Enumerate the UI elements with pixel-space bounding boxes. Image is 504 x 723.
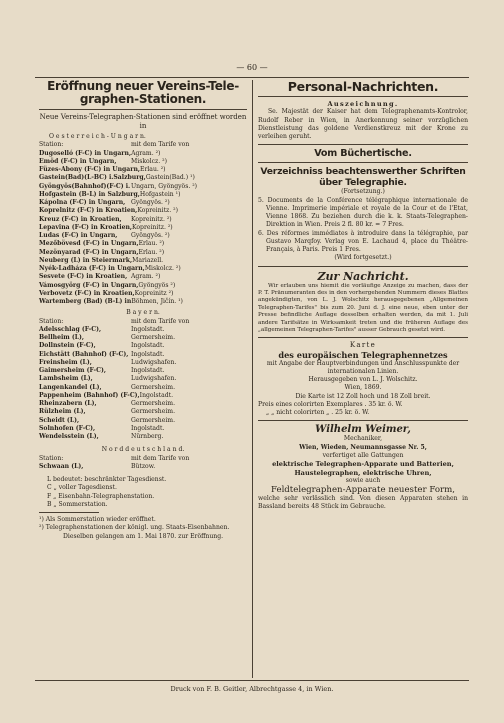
tariff-station: Böhmen, Jičín. ¹) <box>131 298 183 306</box>
austria-station-row <box>39 207 247 215</box>
tariff-station: Germersheim. <box>131 408 176 416</box>
tariff-station: Gastein(Bad.) ¹) <box>145 174 195 182</box>
station-name: Verbovetz (F-C) in Kroatien, <box>39 289 135 297</box>
station-name: Freinsheim (L), <box>39 358 92 366</box>
austria-station-row <box>39 191 247 199</box>
station-label: Station: <box>39 141 64 149</box>
footnotes <box>39 516 247 541</box>
station-label: Station: <box>39 454 64 462</box>
legend-item: B „ Sommerstation. <box>47 500 108 508</box>
station-name: Gastein(Bad)(L-BC) i.Salzburg, <box>39 174 146 182</box>
region-north: N o r d d e u t s c h l a n d. <box>101 446 185 454</box>
bavaria-station-row <box>39 408 247 416</box>
tariff-station: Hofgastein ¹) <box>139 190 181 198</box>
station-name: Lepavina (F-C) in Kroatien, <box>39 223 132 231</box>
austria-station-row <box>39 183 247 191</box>
ad-also: sowie auch <box>345 476 381 484</box>
tariff-station: Ingolstadt. <box>131 367 165 375</box>
bavaria-station-row <box>39 342 247 350</box>
tariff-station: Gyöngyös. ²) <box>131 232 170 240</box>
station-name: Ludas (F-C) in Ungarn, <box>39 232 118 240</box>
tariff-station: Agram. ²) <box>131 149 161 157</box>
legend-item: C „ voller Tagesdienst. <box>47 484 117 492</box>
list-heading: Verzeichniss beachtenswerther Schriften über Telegraphie. <box>260 166 466 189</box>
legend-item: L bedeutet: beschränkter Tagesdienst. <box>47 476 167 484</box>
legend <box>39 476 247 509</box>
tariff-station: Miskolcz. ²) <box>144 265 181 273</box>
award-text: Se. Majestät der Kaiser hat dem Telegraphenamts-Kontrolor, Rudolf Reber in Wien, in Anerkennung seiner vorzüglichen Dienstleistung das goldene Verdienstkreuz mit der Krone zu verleihen geruht. <box>258 108 468 140</box>
ad-text: welche sehr verlässlich sind. Von diesen Apparaten stehen in Bassland bereits 48 Stück im Gebrauche. <box>258 495 468 511</box>
tariff-station: Germersheim. <box>131 383 176 391</box>
austria-station-row <box>39 282 247 290</box>
station-name: Scheidt (L), <box>39 416 80 424</box>
station-name: Dugoselló (F-C) in Ungarn, <box>39 149 132 157</box>
station-name: Solnhofen (F-C), <box>39 424 96 432</box>
book-item: 5. Documents de la Conférence télégraphique internationale de Vienne. Imprimerie impériale et royale de la Cour et de l'Etat, Vienne 1868. Zu beziehen durch die k. k. Staats-Telegraphen-Direktion in Wien. Preis 2 fl. 80 kr. = 7 Fres. <box>258 196 468 229</box>
austria-station-row <box>39 265 247 273</box>
top-rule <box>35 77 469 78</box>
tariff-label: mit dem Tarife von <box>131 317 190 325</box>
north-station-row <box>39 463 247 471</box>
station-name: Rheinzabern (L), <box>39 400 97 408</box>
continued-note: (Wird fortgesetzt.) <box>334 254 392 262</box>
tariff-station: Erlau. ²) <box>138 240 165 248</box>
station-name: Hofgastein (B-L) in Salzburg, <box>39 190 140 198</box>
austria-station-row <box>39 216 247 224</box>
bottom-rule <box>35 680 469 681</box>
legend-item: F „ Eisenbahn-Telegraphenstation. <box>47 492 155 500</box>
bavaria-station-row <box>39 425 247 433</box>
right-heading: Personal-Nachrichten. <box>287 79 439 94</box>
austria-station-row <box>39 298 247 306</box>
station-name: Adelsschlag (F-C), <box>39 325 102 333</box>
bavaria-station-row <box>39 367 247 375</box>
station-name: Lambsheim (L), <box>39 375 93 383</box>
station-name: Kreuz (F-C) in Kroatien, <box>39 215 122 223</box>
station-name: Mezönyarad (F-C) in Ungarn, <box>39 248 139 256</box>
tariff-station: Germersheim. <box>131 416 176 424</box>
divider <box>258 337 468 338</box>
tariff-station: Mariazell. <box>132 256 164 264</box>
ad-field-telegraphs: Feldtelegraphen-Apparate neuester Form, <box>270 485 455 496</box>
tariff-station: Germersheim. <box>131 400 176 408</box>
tariff-label: mit dem Tarife von <box>131 454 190 462</box>
divider <box>39 109 247 110</box>
austria-station-row <box>39 257 247 265</box>
station-name: Wendelsstein (L), <box>39 433 99 441</box>
ad-products: elektrische Telegraphen-Apparate und Batterien, Haustelegraphen, elektrische Uhren, <box>272 460 454 477</box>
austria-station-row <box>39 273 247 281</box>
austria-station-row <box>39 174 247 182</box>
bavaria-station-row <box>39 417 247 425</box>
map-editor: Herausgegeben von L. J. Wolschitz. <box>308 376 418 384</box>
book-item: 6. Des réformes immédiates à introduire dans la télégraphie, par Gustavo Marqfoy. Verlag von E. Lachaud 4, place du Théâtre-Français, à Paris. Preis 1 Fres. <box>258 229 468 253</box>
continuation-note: (Fortsetzung.) <box>341 188 385 196</box>
austria-station-row <box>39 240 247 248</box>
station-name: Emöd (F-C) in Ungarn, <box>39 157 117 165</box>
bavaria-station-row <box>39 359 247 367</box>
divider <box>39 512 99 513</box>
map-size: Die Karte ist 12 Zoll hoch und 18 Zoll breit. <box>295 392 431 400</box>
tariff-station: Kopreinitz. ²) <box>137 207 178 215</box>
station-label: Station: <box>39 317 64 325</box>
austria-station-row <box>39 158 247 166</box>
right-column <box>258 80 468 512</box>
bavaria-station-row <box>39 326 247 334</box>
column-labels <box>39 455 247 463</box>
bavaria-station-row <box>39 384 247 392</box>
station-name: Rülzheim (L), <box>39 408 86 416</box>
tariff-station: Ungarn, Gyöngyös. ²) <box>131 182 198 190</box>
tariff-station: Kopreinitz. ²) <box>132 223 173 231</box>
left-heading: Eröffnung neuer Vereins-Tele-graphen-Stationen. <box>47 79 239 106</box>
austria-station-row <box>39 249 247 257</box>
footnote: Dieselben gelangen am 1. Mai 1870. zur Eröffnung. <box>63 532 224 540</box>
tariff-station: Ingolstadt. <box>131 342 165 350</box>
left-column <box>39 80 247 541</box>
station-name: Koprelnitz (F-C) in Kroatien, <box>39 207 138 215</box>
book-heading: Vom Büchertische. <box>314 148 412 160</box>
austria-station-row <box>39 290 247 298</box>
tariff-station: Bützow. <box>131 462 156 470</box>
station-name: Füzes-Abony (F-C) in Ungarn, <box>39 166 140 174</box>
map-title: Karte <box>349 341 377 350</box>
station-name: Dollnstein (F-C), <box>39 342 96 350</box>
bavaria-station-list <box>39 326 247 442</box>
station-name: Sesvete (F-C) in Kroatien, <box>39 273 128 281</box>
tariff-station: Erlau. ²) <box>140 166 166 174</box>
austria-station-list <box>39 150 247 307</box>
austria-station-row <box>39 150 247 158</box>
bavaria-station-row <box>39 375 247 383</box>
tariff-station: Erlau. ²) <box>138 248 165 256</box>
printer-footer: Druck von F. B. Geitler, Albrechtgasse 4, in Wien. <box>170 685 334 693</box>
austria-station-row <box>39 166 247 174</box>
station-name: Nyék-Ladháza (F-C) in Ungarn, <box>39 265 145 273</box>
tariff-station: Germersheim. <box>131 334 176 342</box>
north-station-list <box>39 463 247 471</box>
tariff-label: mit dem Tarife von <box>131 141 190 149</box>
map-subtitle: des europäischen Telegraphennetzes <box>278 349 448 360</box>
tariff-station: Gyöngyös. ²) <box>131 199 170 207</box>
column-labels <box>39 141 247 149</box>
footnote: ¹) Als Sommerstation wieder eröffnet. <box>39 516 156 524</box>
tariff-station: Kopreinitz. ²) <box>131 215 172 223</box>
map-city: Wien, 1869. <box>344 384 382 392</box>
bavaria-station-row <box>39 433 247 441</box>
station-name: Eichstätt (Bahnhof) (F-C), <box>39 350 129 358</box>
station-name: Bellheim (L), <box>39 334 85 342</box>
column-divider <box>252 80 253 678</box>
tariff-station: Ludwigshafen. <box>131 358 177 366</box>
tariff-station: Ludwigshafen. <box>131 375 177 383</box>
tariff-station: Ingolstadt. <box>139 391 174 399</box>
tariff-station: Ingolstadt. <box>131 350 165 358</box>
station-name: Langenkandel (L), <box>39 383 102 391</box>
column-labels <box>39 318 247 326</box>
bavaria-station-row <box>39 334 247 342</box>
tariff-station: Gyöngyös ²) <box>138 281 176 289</box>
footnote: ²) Telegraphenstationen der königl. ung. Staats-Eisenbahnen. <box>39 524 230 532</box>
austria-station-row <box>39 199 247 207</box>
station-name: Schwaan (L), <box>39 462 84 470</box>
station-name: Mezőbövesd (F-C) in Ungarn, <box>39 240 139 248</box>
page-number: — 60 — <box>236 63 268 72</box>
bavaria-station-row <box>39 400 247 408</box>
station-name: Wartemberg (Bad) (B-L) in <box>39 298 132 306</box>
bavaria-station-row <box>39 392 247 400</box>
map-description: mit Angabe der Hauptverbindungen und Anschlusspunkte der internationalen Linien. <box>266 359 460 375</box>
tariff-station: Ingolstadt. <box>131 325 165 333</box>
austria-station-row <box>39 224 247 232</box>
tariff-station: Ingolstadt. <box>131 424 165 432</box>
tariff-station: Kopreinitz ²) <box>134 289 174 297</box>
austria-station-row <box>39 232 247 240</box>
ad-name: Wilhelm Weimer, <box>315 424 411 436</box>
region-bavaria: B a y e r n. <box>126 309 160 317</box>
ad-address: Wien, Wieden, Neumannsgasse Nr. 5, <box>299 443 427 451</box>
divider <box>258 162 468 163</box>
tariff-station: Nürnberg. <box>131 433 164 441</box>
divider <box>258 96 468 97</box>
ad-trade: Mechaniker, <box>343 435 383 443</box>
map-price: Preis eines colorirten Exemplares . 35 kr. ö. W. <box>258 400 403 408</box>
station-name: Neuberg (L) in Steiermark, <box>39 256 133 264</box>
map-price: „ „ nicht colorirten „ . 25 kr. ö. W. <box>266 409 370 417</box>
award-heading: Auszeichnung. <box>327 100 399 108</box>
notice-text: Wir erlauben uns hiemit die vorläufige Anzeige zu machen, dass der P. T. Pränumeranten des in den vorhergehenden Nummern dieses Blattes angekündigten, von L. J. Wolschitz herausgegebenen „Allgemeinen Telegraphen-Tarifes" bis zum 20. Juni d. J. eine neue, eben unter der Presse befindliche Auflage desselben erhalten werden, da mit 1. Juli andere Tarifsätze in Wirksamkeit treten und die früheren Auflage des „allgemeinen Telegraphen-Tarifes" ausser Gebrauch gesetzt wird. <box>258 282 468 333</box>
divider <box>258 266 468 267</box>
station-name: Vámosgyörg (F-C) in Ungarn, <box>39 281 139 289</box>
region-austria: O e s t e r r e i c h - U n g a r n. <box>49 133 146 141</box>
divider <box>258 144 468 145</box>
bavaria-station-row <box>39 351 247 359</box>
divider <box>258 420 468 421</box>
station-name: Gyöngyös(Bahnhof)(F-C) i. <box>39 182 131 190</box>
tariff-station: Miskolcz. ²) <box>131 157 167 165</box>
intro-text: Neue Vereins-Telegraphen-Stationen sind eröffnet worden in <box>39 113 247 130</box>
ad-intro: verfertiget alle Gattungen <box>322 451 404 459</box>
station-name: Pappenheim (Bahnhof) (F-C), <box>39 391 140 399</box>
notice-heading: Zur Nachricht. <box>317 269 409 283</box>
station-name: Gaimersheim (F-C), <box>39 367 106 375</box>
station-name: Kápolna (F-C) in Ungarn, <box>39 199 126 207</box>
tariff-station: Agram. ²) <box>131 273 161 281</box>
